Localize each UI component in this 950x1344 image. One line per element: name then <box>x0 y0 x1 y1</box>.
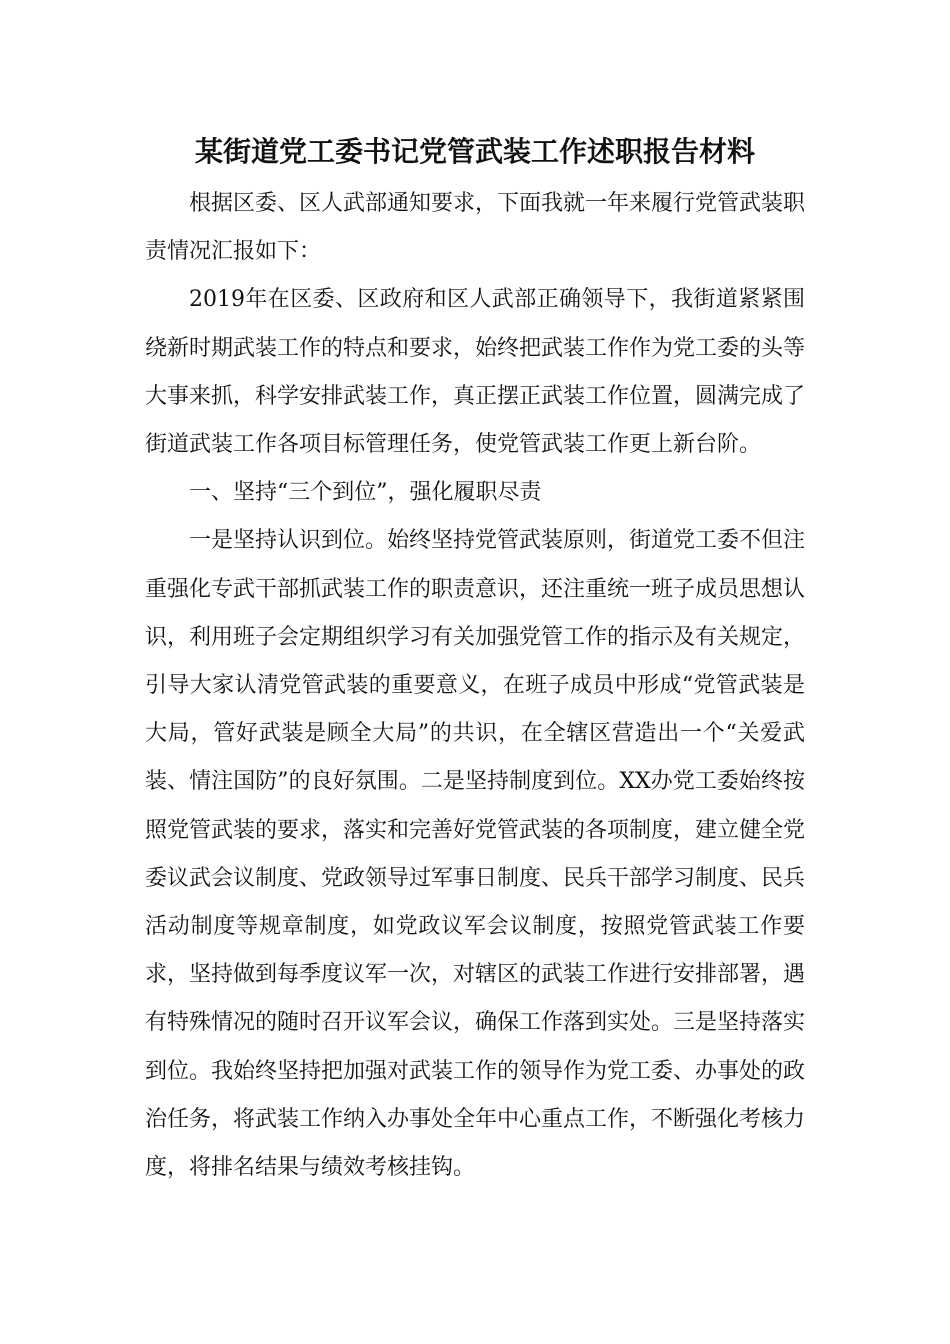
document-body <box>145 180 805 1192</box>
document-title: 某街道党工委书记党管武装工作述职报告材料 <box>194 135 755 168</box>
section-heading: 一、坚持“三个到位”，强化履职尽责 <box>189 480 542 506</box>
paragraph-intro: 根据区委、区人武部通知要求，下面我就一年来履行党管武装职责情况汇报如下： <box>145 191 806 265</box>
paragraph-details: 一是坚持认识到位。始终坚持党管武装原则，街道党工委不但注重强化专武干部抓武装工作的职责意识，还注重统一班子成员思想认识，利用班子会定期组织学习有关加强党管工作的指示及有关规定，引导大家认清党管武装的重要意义，在班子成员中形成“党管武装是大局，管好武装是顾全大局”的共识，在全辖区营造出一个“关爱武装、情注国防”的良好氛围。二是坚持制度到位。XX办党工委始终按照党管武装的要求，落实和完善好党管武装的各项制度，建立健全党委议武会议制度、党政领导过军事日制度、民兵干部学习制度、民兵活动制度等规章制度，如党政议军会议制度，按照党管武装工作要求，坚持做到每季度议军一次，对辖区的武装工作进行安排部署，遇有特殊情况的随时召开议军会议，确保工作落到实处。三是坚持落实到位。我始终坚持把加强对武装工作的领导作为党工委、办事处的政治任务，将武装工作纳入办事处全年中心重点工作，不断强化考核力度，将排名结果与绩效考核挂钩。 <box>145 528 806 1181</box>
paragraph-summary: 2019年在区委、区政府和区人武部正确领导下，我街道紧紧围绕新时期武装工作的特点和要求，始终把武装工作作为党工委的头等大事来抓，科学安排武装工作，真正摆正武装工作位置，圆满完成了街道武装工作各项目标管理任务，使党管武装工作更上新台阶。 <box>145 287 806 458</box>
